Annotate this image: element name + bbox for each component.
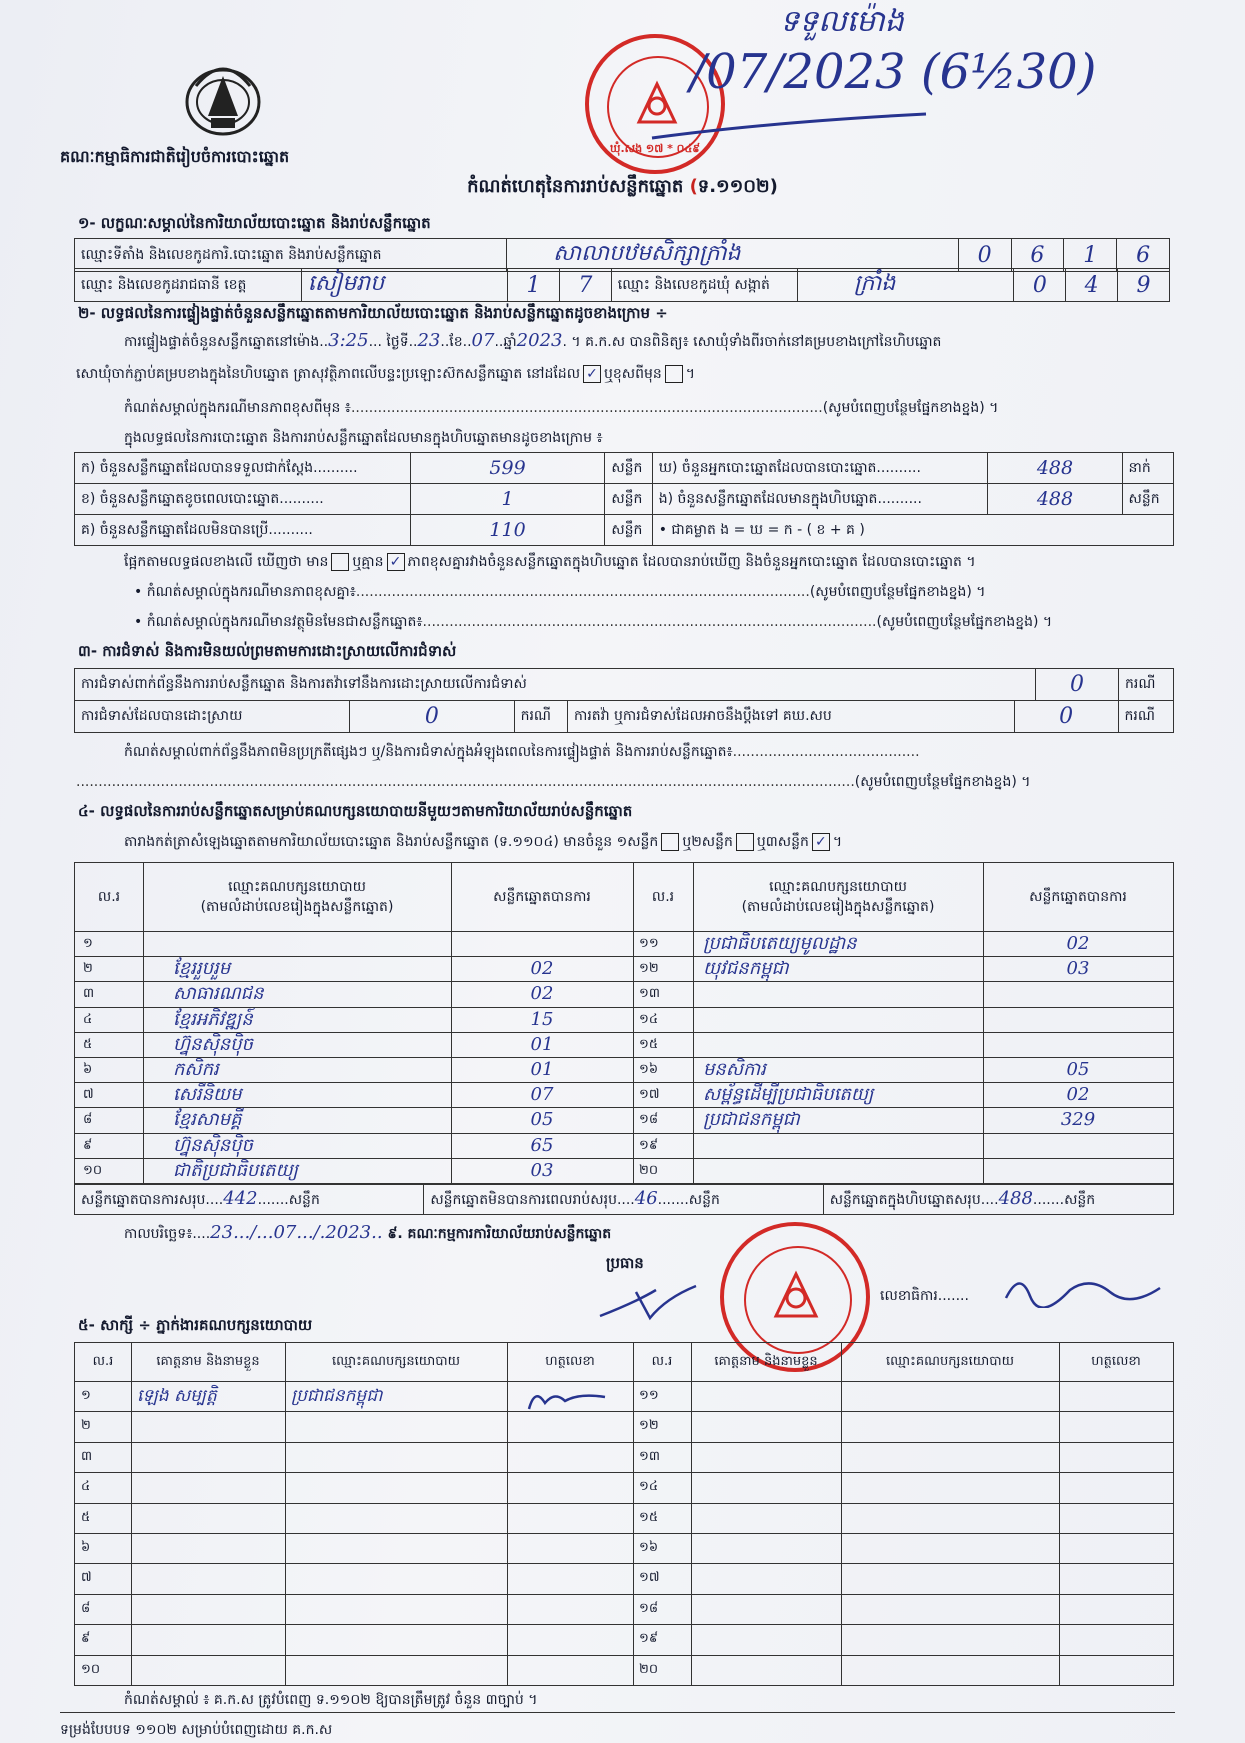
form-usage-note: ទម្រង់បែបបទ ១១០២ សម្រាប់បំពេញដោយ គ.ក.ស [60,1722,333,1738]
party-name: ខ្មែរអភិវឌ្ឍន៍ [173,1008,253,1030]
party-votes [983,1133,1173,1158]
two-sheets-checkbox[interactable] [736,833,754,851]
party-name: កសិករ [173,1059,219,1080]
party-name [173,931,451,956]
party-votes: 02 [1066,933,1090,954]
witness-row-number: ២០ [639,1661,659,1677]
party-votes: 02 [530,983,554,1005]
row-number: ៧ [83,1087,94,1103]
witness-party [291,1533,507,1563]
commune-name: ក្រាំង [797,269,1014,302]
section-3-title: ៣- ការជំទាស់ និងការមិនយល់ព្រមតាមការដោះស្រាយលើការជំទាស់ [78,642,457,660]
witness-row-number: ៩ [81,1631,91,1647]
witness-party [291,1472,507,1502]
party-votes: 02 [1066,1084,1090,1106]
foreign-object-note-line: • កំណត់សម្គាល់ក្នុងករណីមានវត្ថុមិនមែនជាសន្លឹកឆ្នោត៖......................................................................................................(សូមបំពេញបន្ថែមផ្នែកខាងខ្នង) ។ [134,614,1053,630]
party-name-header-right: ឈ្មោះគណបក្សនយោបាយ (តាមលំដាប់លេខរៀងក្នុងសន្លឹកឆ្នោត) [741,879,935,915]
party-votes: 329 [1060,1109,1096,1131]
party-votes: 05 [530,1109,554,1131]
witness-party [291,1563,507,1593]
row-number: ១៥ [639,1036,659,1052]
party-name: ប្រជាធិបតេយ្យមូលដ្ឋាន [703,933,857,954]
handwritten-received-note: ទទួលម៉ោង [780,4,904,39]
witness-row-number: ៥ [81,1509,91,1525]
party-votes: 02 [530,958,554,980]
witness-party [291,1655,507,1685]
party-name: យុវជនកម្ពុជា [703,958,789,980]
row-number: ១៧ [639,1087,660,1103]
party-votes [451,931,633,956]
witness-row-number: ១៣ [639,1448,660,1464]
spoiled-ballots-value: 1 [410,484,605,515]
polling-station-table: ឈ្មោះទីតាំង និងលេខកូដការិ.បោះឆ្នោត និងរាប់សន្លឹកឆ្នោត សាលាបឋមសិក្សាក្រាំង 0 6 1 6 [74,238,1170,272]
discrepancy-note-line: • កំណត់សម្គាល់ក្នុងករណីមានភាពខុសគ្នា៖......................................................................................................(សូមបំពេញបន្ថែមផ្នែកខាងខ្នង) ។ [134,584,986,600]
ballots-received-value: 599 [410,453,605,484]
party-votes: 15 [530,1008,554,1030]
witness-row-number: ១៨ [639,1600,659,1616]
row-number: ១១ [639,936,659,951]
row-number: ១០ [83,1162,103,1178]
witness-party [291,1411,507,1441]
witness-table: ល.រ គោត្តនាម និងនាមខ្លួន ឈ្មោះគណបក្សនយោបាយ ហត្ថលេខា ល.រ គោត្តនាម និងនាមខ្លួន ឈ្មោះគណបក្សនយោបាយ ហត្ថលេខា ១ ឡេង សម្បត្តិ ប្រជាជនកម្ពុជា ១១ ២ ១២ ៣ ១៣ ៤ ១៤ ៥ ១៥ ៦ ១៦ ៧ ១៧ ៨ ១៨ ៩ ១៩ ១០ ២០ [74,1342,1174,1686]
party-name [703,1133,983,1158]
witness-party [291,1503,507,1533]
witness-row-number: ៤ [81,1479,91,1495]
party-name [703,1007,983,1032]
witness-name [137,1411,285,1441]
witness-row-number: ១៩ [639,1631,659,1647]
row-number: ១៤ [639,1011,659,1027]
party-name: សេរីនិយម [173,1084,242,1106]
row-number: ៩ [83,1137,93,1153]
chairman-label: ប្រធាន [606,1254,644,1272]
ballot-count-table: ក) ចំនួនសន្លឹកឆ្នោតដែលបានទទួលជាក់ស្តែង.......... 599 សន្លឹក ឃ) ចំនួនអ្នកបោះឆ្នោតដែលបានបោះឆ្នោត.......... 488 នាក់ ខ) ចំនួនសន្លឹកឆ្នោតខូចពេលបោះឆ្នោត.......... 1 សន្លឹក ង) ចំនួនសន្លឹកឆ្នោតដែលមានក្នុងហិបឆ្នោត.......... 488 សន្លឹក គ) ចំនួនសន្លឹកឆ្នោតដែលមិនបានប្រើ.......... 110 សន្លឹក • ជាគម្លាត ង = ឃ = ក - ( ខ + គ ) [74,452,1174,546]
party-votes: 01 [530,1033,554,1055]
party-results-table: ល.រ ឈ្មោះគណបក្សនយោបាយ (តាមលំដាប់លេខរៀងក្នុងសន្លឹកឆ្នោត) សន្លឹកឆ្នោតបានការ ល.រ ឈ្មោះគណបក្សនយោបាយ (តាមលំដាប់លេខរៀងក្នុងសន្លឹកឆ្នោត) សន្លឹកឆ្នោតបានការ ១ ១១ ប្រជាធិបតេយ្យមូលដ្ឋាន 02 ២ ខ្មែររួបរួម 02 ១២ យុវជនកម្ពុជា 03 ៣ សាធារណជន 02 ១៣ ៤ ខ្មែរអភិវឌ្ឍន៍ 15 ១៤ ៥ ហ្វ៊ុនស៊ិនប៉ិច 01 ១៥ ៦ កសិករ 01 ១៦ មនសិការ 05 ៧ សេរីនិយម 07 ១៧ សម្ព័ន្ធដើម្បីប្រជាធិបតេយ្យ 02 ៨ ខ្មែរសាមគ្គី 05 ១៨ ប្រជាជនកម្ពុជា 329 ៩ ហ្វ៊ុនស៊ិនប៉ិច 65 ១៩ ១០ ជាតិប្រជាធិបតេយ្យ 03 ២០ [74,862,1174,1184]
ballots-in-box-value: 488 [988,484,1122,515]
row-number: ៥ [83,1036,93,1052]
seal-statement: សោឃុំចាក់ភ្ជាប់គម្របខាងក្នុងនៃហិបឆ្នោត ត្រាសុវត្ថិភាពលើបន្ទះប្រឡោះស៊កសន្លឹកឆ្នោត នៅដដែល ✓ ឬខុសពីមុន ។ [76,366,696,382]
valid-votes-total: សន្លឹកឆ្នោតបានការសរុប....442.......សន្លឹក [75,1185,424,1215]
has-discrepancy-checkbox[interactable] [331,553,349,571]
complaint-note-line-2: ...............................................................................................................................................................................(សូមបំពេញបន្ថែមផ្នែកខាងខ្នង) ។ [76,774,1031,790]
verification-statement: ការផ្ទៀងផ្ទាត់ចំនួនសន្លឹកឆ្នោតនៅម៉ោង..3:25... ថ្ងៃទី..23..ខែ..07..ឆ្នាំ2023. ។ គ.ក.ស បានពិនិត្យ៖ សោឃុំទាំងពីរចាក់នៅគម្របខាងក្រៅនៃហិបឆ្នោត [124,330,942,351]
seal-note-line: កំណត់សម្គាល់ក្នុងករណីមានភាពខុសពីមុន ៖..........................................................................................................(សូមបំពេញបន្ថែមផ្នែកខាងខ្នង) ។ [124,400,999,416]
row-number: ២ [83,961,93,977]
row-number: ៦ [83,1062,93,1077]
row-number: ១ [83,936,93,951]
witness-name [137,1533,285,1563]
unused-ballots-value: 110 [410,515,605,546]
witness-row-number: ១៥ [639,1509,659,1525]
party-name [703,981,983,1006]
date-line: កាលបរិច្ឆេទ៖....23.../...07.../.2023.. ៩. គណៈកម្មការការិយាល័យរាប់សន្លឹកឆ្នោត [124,1222,612,1243]
party-votes [983,1158,1173,1183]
received-stamp: ឃុំ.សង ១៧ * ០៤៩ [585,34,725,174]
station-name-label: ឈ្មោះទីតាំង និងលេខកូដការិ.បោះឆ្នោត និងរាប់សន្លឹកឆ្នោត [75,239,507,272]
handwritten-underline [650,108,930,148]
no-discrepancy-checkbox[interactable]: ✓ [387,553,405,571]
location-table: ឈ្មោះ និងលេខកូដរាជធានី ខេត្ត សៀមរាប 1 7 ឈ្មោះ និងលេខកូដឃុំ សង្កាត់ ក្រាំង 0 4 9 [74,268,1170,302]
one-sheet-checkbox[interactable] [661,833,679,851]
chairman-signature [596,1282,716,1322]
witness-name: ឡេង សម្បត្តិ [137,1386,217,1406]
witness-row-number: ១០ [81,1661,101,1677]
witness-name [137,1655,285,1685]
witness-row-number: ៣ [81,1448,93,1464]
party-name: សាធារណជន [173,983,264,1005]
row-number: ៤ [83,1011,93,1027]
witness-party [291,1594,507,1624]
witness-name [137,1503,285,1533]
witness-row-number: ១២ [639,1418,659,1434]
row-number: ៣ [83,986,95,1002]
party-name [703,1158,983,1183]
witness-name [137,1442,285,1472]
document-title: កំណត់ហេតុនៃការរាប់សន្លឹកឆ្នោត (ទ.១១០២) [467,176,778,197]
party-votes: 65 [530,1134,554,1156]
witness-name [137,1594,285,1624]
party-votes: 03 [1066,958,1090,980]
secretary-label: លេខាធិការ....... [880,1288,969,1304]
row-number: ១៣ [639,986,660,1002]
stamp-emblem-icon [766,1266,826,1326]
party-votes [983,1007,1173,1032]
witness-name [137,1472,285,1502]
party-name: ខ្មែររួបរួម [173,958,231,980]
complaints-count: 0 [1036,669,1119,701]
row-number: ១៦ [639,1062,659,1077]
formula: • ជាគម្លាត ង = ឃ = ក - ( ខ + គ ) [652,515,1173,546]
witness-party [291,1442,507,1472]
witness-party: ប្រជាជនកម្ពុជា [291,1386,383,1406]
witness-row-number: ១៦ [639,1540,659,1555]
witness-row-number: ១ [81,1388,91,1403]
witness-row-number: ១៧ [639,1570,660,1586]
forwarded-count: 0 [1014,701,1118,733]
totals-row [74,1184,1174,1215]
voters-voted-value: 488 [988,453,1122,484]
footnote: កំណត់សម្គាល់ ៖ គ.ក.ស ត្រូវបំពេញ ទ.១១០២ ឱ្យបានត្រឹមត្រូវ ចំនួន ៣ច្បាប់ ។ [124,1692,538,1708]
witness-name [137,1624,285,1654]
complaints-table: ការជំទាស់ពាក់ព័ន្ធនឹងការរាប់សន្លឹកឆ្នោត និងការតវ៉ាទៅនឹងការដោះស្រាយលើការជំទាស់ 0 ករណី [74,668,1174,701]
row-number: ១៩ [639,1137,659,1153]
invalid-votes-total: សន្លឹកឆ្នោតមិនបានការពេលរាប់សរុប....46.......សន្លឹក [424,1185,823,1215]
party-votes [983,1032,1173,1057]
party-name: ហ្វ៊ុនស៊ិនប៉ិច [173,1033,253,1055]
row-number: ១២ [639,961,659,977]
party-name: ប្រជាជនកម្ពុជា [703,1109,800,1131]
resolved-count: 0 [350,701,514,733]
witness-row-number: ៨ [81,1600,91,1616]
nec-emblem-icon [178,56,268,140]
party-votes [983,981,1173,1006]
section-4-title: ៤- លទ្ធផលនៃការរាប់សន្លឹកឆ្នោតសម្រាប់គណបក្សនយោបាយនីមួយៗតាមការិយាល័យរាប់សន្លឹកឆ្នោត [78,802,633,820]
party-votes: 01 [530,1059,554,1080]
witness-name [137,1563,285,1593]
section-5-title: ៥- សាក្សី ÷ ភ្នាក់ងារគណបក្សនយោបាយ [78,1316,313,1334]
witness-row-number: ៧ [81,1570,92,1586]
row-number: ៨ [83,1112,93,1128]
party-name-header-left: ឈ្មោះគណបក្សនយោបាយ (តាមលំដាប់លេខរៀងក្នុងសន្លឹកឆ្នោត) [200,879,394,915]
row-number: ២០ [639,1162,659,1178]
witness-signature [515,1383,625,1413]
party-votes: 07 [530,1084,554,1106]
witness-row-number: ២ [81,1418,91,1434]
handwritten-received-date: /07/2023 (6½30) [690,44,1097,100]
witness-row-number: ៦ [81,1540,91,1555]
section-2-title: ២- លទ្ធផលនៃការផ្ទៀងផ្ទាត់ចំនួនសន្លឹកឆ្នោតតាមការិយាល័យបោះឆ្នោត និងរាប់សន្លឹកឆ្នោតដូចខាងក្រោម ÷ [78,304,668,322]
party-votes: 05 [1066,1059,1090,1080]
seal-incorrect-checkbox[interactable] [665,365,683,383]
party-name: ខ្មែរសាមគ្គី [173,1109,242,1131]
party-name: ជាតិប្រជាធិបតេយ្យ [173,1159,298,1181]
station-name-value: សាលាបឋមសិក្សាក្រាំង [507,239,959,272]
ballots-in-box-total: សន្លឹកឆ្នោតក្នុងហិបឆ្នោតសរុប....488.......សន្លឹក [823,1185,1173,1215]
seal-correct-checkbox[interactable]: ✓ [583,365,601,383]
party-name: សម្ព័ន្ធដើម្បីប្រជាធិបតេយ្យ [703,1084,874,1106]
three-sheets-checkbox[interactable]: ✓ [812,833,830,851]
province-name: សៀមរាប [301,269,507,302]
party-name [703,1032,983,1057]
witness-row-number: ១១ [639,1388,659,1403]
complaint-note-line: កំណត់សម្គាល់ពាក់ព័ន្ធនឹងភាពមិនប្រក្រតីផ្សេងៗ ឬ/និងការជំទាស់ក្នុងអំឡុងពេលនៃការផ្ទៀងផ្ទាត់ និងការរាប់សន្លឹកឆ្នោត៖.......................................... [124,744,920,760]
witness-party [291,1624,507,1654]
party-name: មនសិការ [703,1059,766,1080]
nec-name: គណៈកម្មាធិការជាតិរៀបចំការបោះឆ្នោត [60,147,290,166]
secretary-signature [1000,1268,1170,1308]
party-votes: 03 [530,1159,554,1181]
section-1-title: ១- លក្ខណៈសម្គាល់នៃការិយាល័យបោះឆ្នោត និងរាប់សន្លឹកឆ្នោត [78,214,431,232]
complaints-resolved-table: ការជំទាស់ដែលបានដោះស្រាយ 0 ករណី ការតវ៉ា ឬការជំទាស់ដែលអាចនឹងប្តឹងទៅ គឃ.សប 0 ករណី [74,700,1174,733]
party-name: ហ្វ៊ុនស៊ិនប៉ិច [173,1134,253,1156]
row-number: ១៨ [639,1112,659,1128]
results-intro: ក្នុងលទ្ធផលនៃការបោះឆ្នោត និងការរាប់សន្លឹកឆ្នោតដែលមានក្នុងហិបឆ្នោតមានដូចខាងក្រោម ៖ [124,430,603,446]
discrepancy-statement: ផ្អែកតាមលទ្ធផលខាងលើ ឃើញថា មាន ឬគ្មាន ✓ ភាពខុសគ្នារវាងចំនួនសន្លឹកឆ្នោតក្នុងហិបឆ្នោត ដែលបានរាប់ឃើញ និងចំនួនអ្នកបោះឆ្នោត ដែលបានបោះឆ្នោត ។ [124,554,976,570]
ballot-sheet-statement: តារាងកត់ត្រាសំឡេងឆ្នោតតាមការិយាល័យបោះឆ្នោត និងរាប់សន្លឹកឆ្នោត (ទ.១១០៤) មានចំនួន ១សន្លឹក ឬ២សន្លឹក ឬ៣សន្លឹក ✓ ។ [124,834,843,850]
witness-row-number: ១៤ [639,1479,659,1495]
